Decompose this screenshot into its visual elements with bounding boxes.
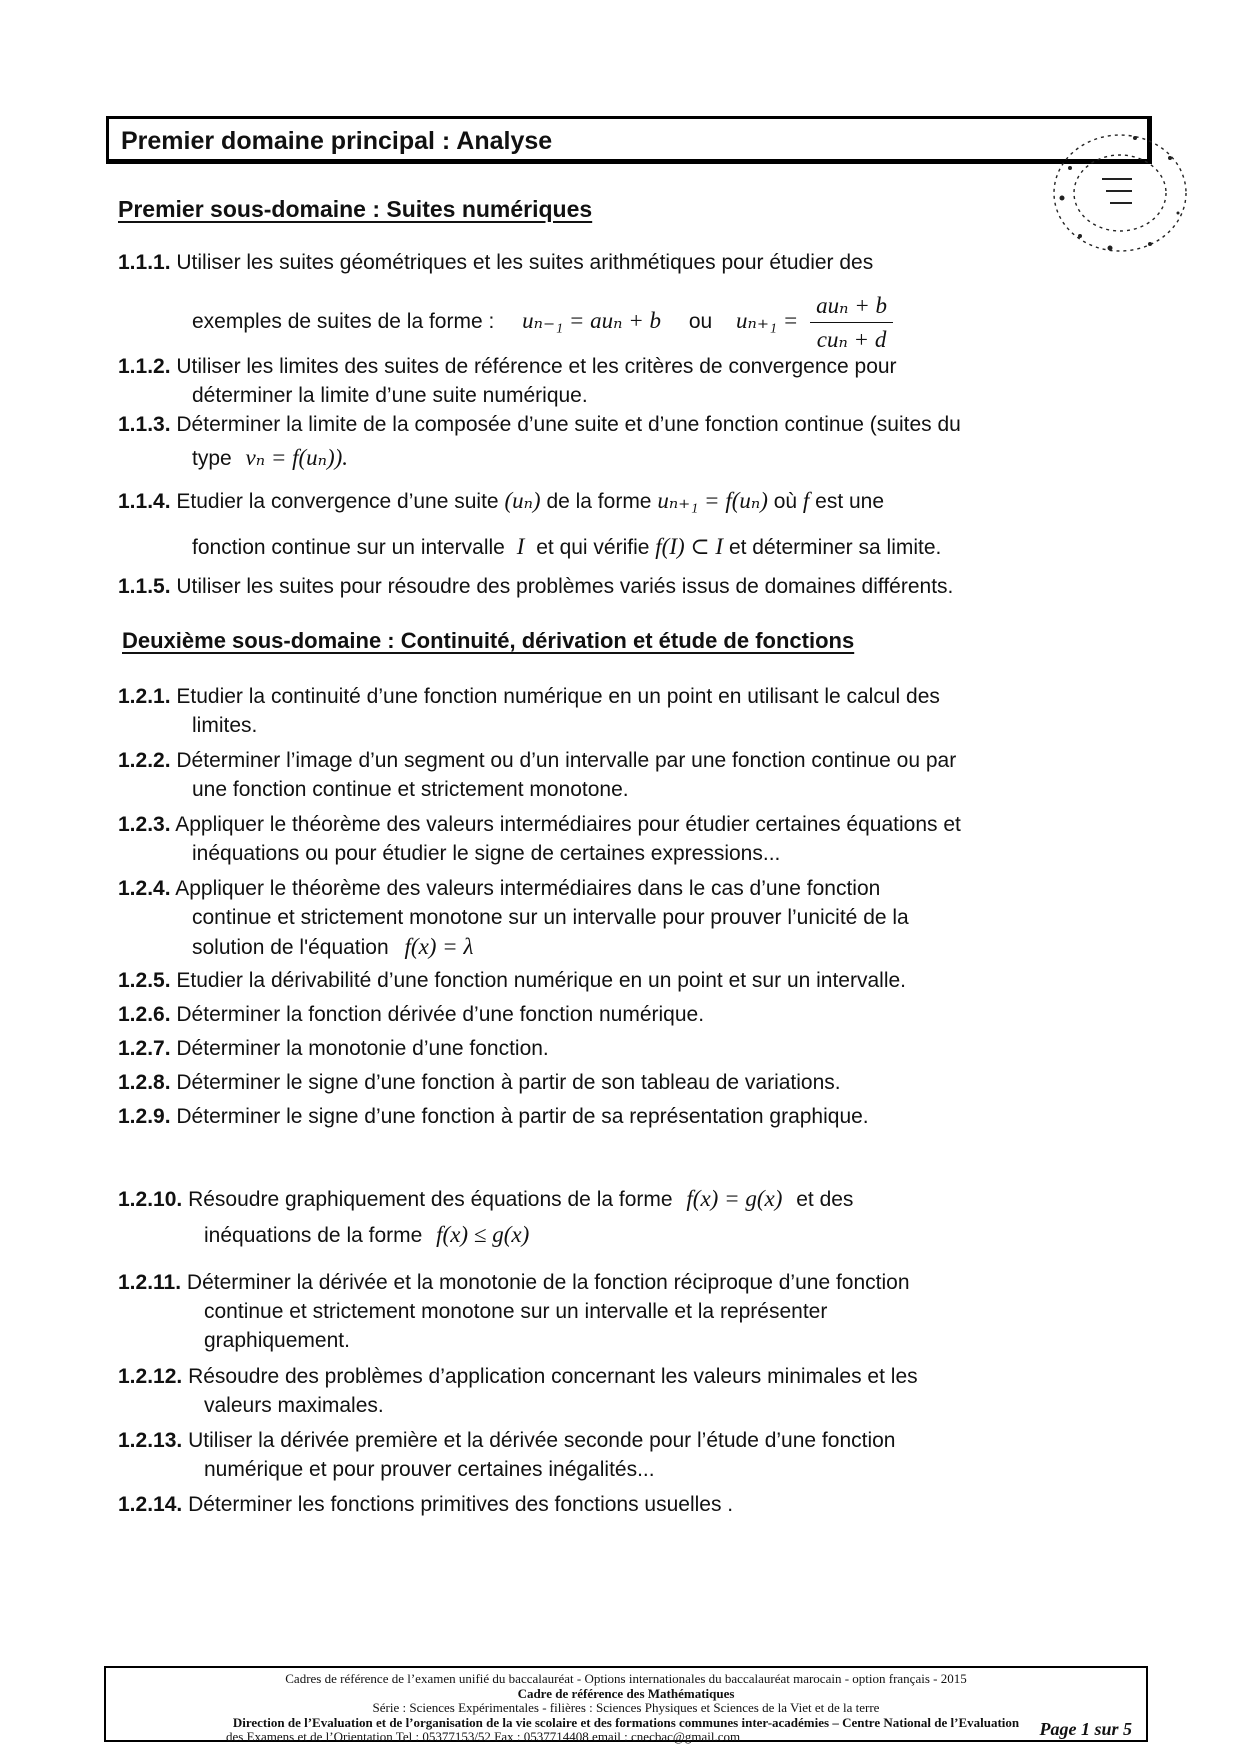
- objective-text: Déterminer la monotonie d’une fonction.: [176, 1037, 549, 1060]
- objective-number: 1.1.5.: [118, 575, 171, 598]
- objective-1-2-8: [118, 1068, 1128, 1097]
- objective-text: et des: [796, 1188, 854, 1211]
- objective-1-2-13: [118, 1426, 1128, 1484]
- objective-number: 1.1.1.: [118, 251, 171, 274]
- objective-text: une fonction continue et strictement monotone.: [192, 778, 629, 801]
- objective-text: de la forme: [546, 490, 652, 513]
- official-stamp: [1040, 118, 1200, 268]
- footer-line-3: Série : Sciences Expérimentales - filières : Sciences Physiques et Sciences de la Viet et de la terre: [372, 1700, 880, 1716]
- objective-number: 1.2.14.: [118, 1493, 183, 1516]
- formula-interval: I: [516, 534, 525, 559]
- objective-number: 1.2.6.: [118, 1003, 171, 1026]
- objective-number: 1.1.4.: [118, 490, 171, 513]
- objective-1-2-4: [118, 874, 1128, 962]
- objective-number: 1.2.9.: [118, 1105, 171, 1128]
- objective-number: 1.2.8.: [118, 1071, 171, 1094]
- objective-1-2-14: [118, 1490, 1128, 1519]
- formula-equation-lambda: f(x) = λ: [404, 934, 474, 959]
- objective-number: 1.2.7.: [118, 1037, 171, 1060]
- footer-box: [104, 1666, 1148, 1745]
- objective-1-2-2: [118, 746, 1128, 804]
- footer-line-1: Cadres de référence de l’examen unifié du baccalauréat - Options internationales du baccalauréat marocain - option français - 2015: [285, 1671, 967, 1686]
- objective-text: Utiliser les suites pour résoudre des problèmes variés issus de domaines différents.: [176, 575, 954, 598]
- objective-text: ou: [688, 310, 713, 334]
- formula-arithmetic-geometric: uₙ₋₁ = auₙ + b: [522, 308, 661, 334]
- domain-header-box: [106, 116, 1152, 164]
- objective-1-1-3: [118, 410, 1128, 473]
- objective-number: 1.1.3.: [118, 413, 171, 436]
- objective-text: Déterminer le signe d’une fonction à partir de sa représentation graphique.: [176, 1105, 869, 1128]
- objective-text: Résoudre des problèmes d’application concernant les valeurs minimales et les: [188, 1365, 918, 1388]
- objective-text: Résoudre graphiquement des équations de la forme: [188, 1188, 673, 1211]
- objective-text: Déterminer la fonction dérivée d’une fonction numérique.: [176, 1003, 705, 1026]
- objective-text-line3: [118, 932, 1128, 962]
- formula-composition: vₙ = f(uₙ)).: [245, 445, 349, 470]
- objective-text-line2: [118, 291, 1128, 354]
- objective-text: Appliquer le théorème des valeurs intermédiaires pour étudier certaines équations et: [175, 813, 961, 836]
- objective-text: Etudier la dérivabilité d’une fonction numérique en un point et sur un intervalle.: [176, 969, 907, 992]
- objective-text-line2: [118, 443, 1128, 473]
- objective-1-1-4: [118, 486, 1128, 562]
- objective-number: 1.2.11.: [118, 1271, 182, 1294]
- objective-text: limites.: [192, 714, 258, 737]
- objective-text: Etudier la continuité d’une fonction numérique en un point en utilisant le calcul des: [176, 685, 940, 708]
- subdomain-2-title: Deuxième sous-domaine : Continuité, dérivation et étude de fonctions: [122, 628, 855, 653]
- objective-text-line2: [118, 1220, 1128, 1250]
- formula-homographic-lhs: uₙ₊₁ =: [736, 308, 799, 334]
- objective-text: Appliquer le théorème des valeurs intermédiaires dans le cas d’une fonction: [175, 877, 881, 900]
- objective-1-2-1: [118, 682, 1128, 740]
- objective-text: solution de l'équation: [192, 936, 389, 959]
- objective-text: fonction continue sur un intervalle: [192, 536, 505, 559]
- objective-text: et déterminer sa limite.: [728, 536, 942, 559]
- objective-number: 1.2.2.: [118, 749, 171, 772]
- objective-number: 1.2.10.: [118, 1188, 183, 1211]
- objective-number: 1.1.2.: [118, 355, 171, 378]
- objective-number: 1.2.12.: [118, 1365, 183, 1388]
- footer-line-2: Cadre de référence des Mathématiques: [517, 1685, 735, 1701]
- objective-1-1-1: [118, 248, 1128, 354]
- footer-line-4: Direction de l’Evaluation et de l’organisation de la vie scolaire et des formations communes inter-académies – Centre National de l’Evaluation: [232, 1714, 1020, 1730]
- objective-text: Déterminer les fonctions primitives des fonctions usuelles .: [188, 1493, 734, 1516]
- formula-sequence: (uₙ): [504, 488, 541, 513]
- formula-homographic-fraction: [810, 291, 893, 354]
- objective-text: continue et strictement monotone sur un intervalle pour prouver l’unicité de la: [192, 906, 909, 929]
- objective-1-2-5: [118, 966, 1128, 995]
- objective-text: Déterminer la dérivée et la monotonie de la fonction réciproque d’une fonction: [186, 1271, 910, 1294]
- formula-stable-interval: f(I) ⊂ I: [655, 534, 724, 559]
- objective-number: 1.2.4.: [118, 877, 171, 900]
- objective-1-2-9: [118, 1102, 1128, 1131]
- objective-1-2-12: [118, 1362, 1128, 1420]
- objective-text: valeurs maximales.: [204, 1394, 384, 1417]
- objective-1-2-3: [118, 810, 1128, 868]
- formula-recurrence: uₙ₊₁ = f(uₙ): [657, 488, 768, 513]
- objective-text: Utiliser les suites géométriques et les suites arithmétiques pour étudier des: [176, 251, 874, 274]
- fraction-numerator: auₙ + b: [810, 291, 893, 323]
- objective-1-2-11: [118, 1268, 1128, 1355]
- objective-text: Déterminer l’image d’un segment ou d’un intervalle par une fonction continue ou par: [176, 749, 957, 772]
- objective-text-line2: [118, 532, 1128, 562]
- objective-1-1-2: [118, 352, 1128, 410]
- objective-text: déterminer la limite d’une suite numérique.: [192, 384, 588, 407]
- fraction-denominator: cuₙ + d: [816, 327, 887, 352]
- formula-inequation-fg: f(x) ≤ g(x): [436, 1222, 530, 1247]
- formula-equation-fg: f(x) = g(x): [686, 1186, 783, 1211]
- objective-text: Etudier la convergence d’une suite: [176, 490, 499, 513]
- objective-text: où: [773, 490, 798, 513]
- objective-number: 1.2.1.: [118, 685, 171, 708]
- objective-text: Utiliser la dérivée première et la dérivée seconde pour l’étude d’une fonction: [188, 1429, 896, 1452]
- domain-title: Premier domaine principal : Analyse: [121, 127, 553, 155]
- objective-text: continue et strictement monotone sur un intervalle et la représenter: [204, 1300, 828, 1323]
- objective-number: 1.2.13.: [118, 1429, 183, 1452]
- objective-text: numérique et pour prouver certaines inégalités...: [204, 1458, 655, 1481]
- formula-function: f: [802, 488, 810, 513]
- objective-number: 1.2.3.: [118, 813, 171, 836]
- subdomain-1-title: Premier sous-domaine : Suites numériques: [118, 196, 593, 222]
- objective-text: est une: [815, 490, 885, 513]
- objective-text: exemples de suites de la forme :: [192, 310, 495, 334]
- objective-text: type: [192, 447, 232, 470]
- objective-1-1-5: [118, 572, 1128, 601]
- objective-text: graphiquement.: [204, 1329, 350, 1352]
- objective-number: 1.2.5.: [118, 969, 171, 992]
- objective-text: Utiliser les limites des suites de référence et les critères de convergence pour: [176, 355, 897, 378]
- objective-text: et qui vérifie: [536, 536, 650, 559]
- objective-1-2-7: [118, 1034, 1128, 1063]
- objective-1-2-6: [118, 1000, 1128, 1029]
- objective-text: inéquations de la forme: [204, 1224, 423, 1247]
- objective-1-2-10: [118, 1184, 1128, 1250]
- page-number: Page 1 sur 5: [1039, 1719, 1132, 1740]
- objective-text: inéquations ou pour étudier le signe de certaines expressions...: [192, 842, 781, 865]
- footer-line-5: des Examens et de l’Orientation Tel : 05377153/52 Fax : 0537714408 email : cnecbac@gmail.com: [226, 1729, 741, 1745]
- objective-text: Déterminer la limite de la composée d’une suite et d’une fonction continue (suites du: [176, 413, 961, 436]
- objective-text: Déterminer le signe d’une fonction à partir de son tableau de variations.: [176, 1071, 841, 1094]
